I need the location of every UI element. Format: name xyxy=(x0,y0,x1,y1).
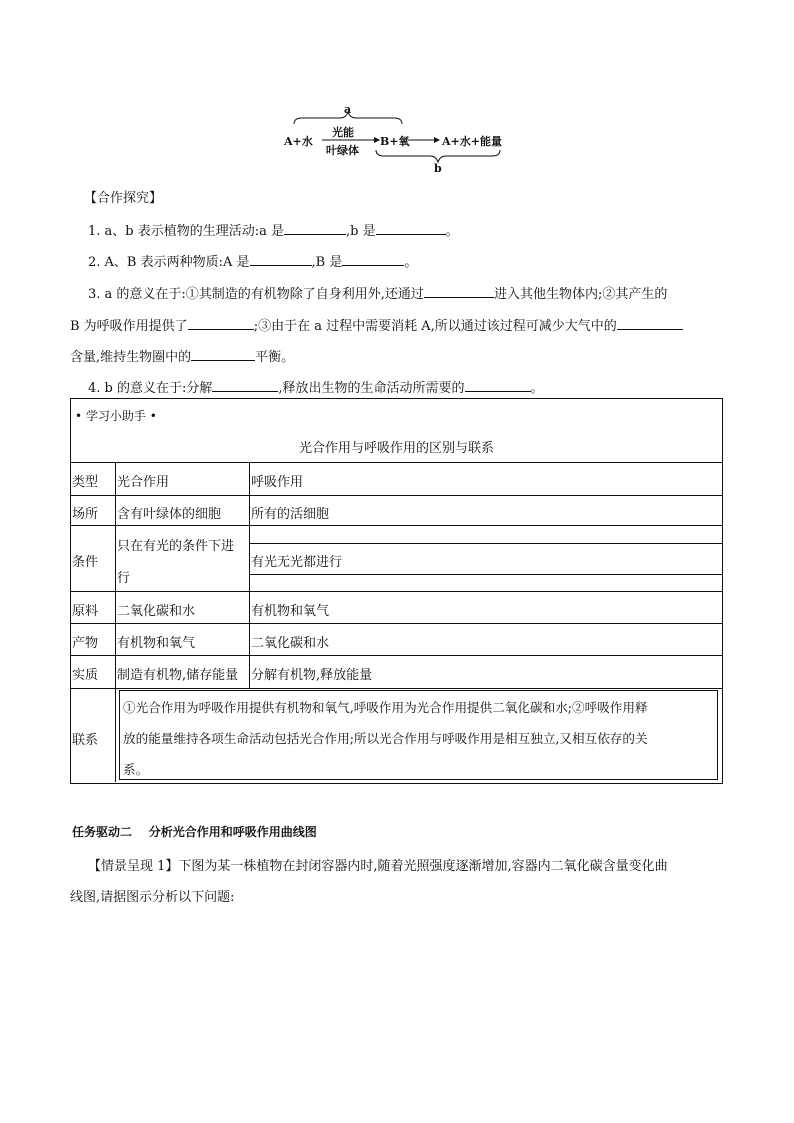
arrow-2-head xyxy=(434,137,440,143)
blank-a[interactable] xyxy=(284,223,346,235)
row-product-photo: 有机物和氧气 xyxy=(117,636,196,651)
products-label: B+氧 xyxy=(380,135,410,148)
relation-text-line1: ①光合作用为呼吸作用提供有机物和氧气,呼吸作用为光合作用提供二氧化碳和水;②呼吸作用释 xyxy=(123,700,648,715)
blank-raw-material[interactable] xyxy=(188,318,254,330)
row-type-photo: 光合作用 xyxy=(117,475,170,490)
row-condition-resp: 有光无光都进行 xyxy=(251,555,343,570)
relation-text-line2: 放的能量维持各项生命活动包括光合作用;所以光合作用与呼吸作用是相互独立,又相互依存的关 xyxy=(123,731,648,746)
column-divider xyxy=(115,688,116,782)
helper-label: • 学习小助手 • xyxy=(75,409,157,423)
row-condition-photo-line2: 行 xyxy=(117,571,131,586)
rule xyxy=(71,655,722,656)
blank-energy[interactable] xyxy=(465,380,531,392)
rule xyxy=(71,525,722,526)
study-helper-box xyxy=(70,398,723,784)
question-3-line-3: 含量,维持生物圈中的 平衡。 xyxy=(70,350,295,365)
table-title: 光合作用与呼吸作用的区别与联系 xyxy=(298,441,494,456)
question-1: 1. a、b 表示植物的生理活动:a 是 ,b 是 。 xyxy=(88,224,459,239)
rule xyxy=(249,543,722,544)
question-2: 2. A、B 表示两种物质:A 是 ,B 是 。 xyxy=(88,255,418,270)
relation-text-line3: 系。 xyxy=(123,762,149,777)
chlorophyll-label: 叶绿体 xyxy=(326,144,359,157)
photosynthesis-respiration-diagram xyxy=(284,104,504,176)
row-condition-photo-line1: 只在有光的条件下进 xyxy=(117,539,235,554)
task-heading: 任务驱动二 分析光合作用和呼吸作用曲线图 xyxy=(72,825,317,839)
row-type-label: 类型 xyxy=(72,475,99,490)
row-site-label: 场所 xyxy=(72,507,99,522)
column-divider xyxy=(249,462,250,688)
row-type-resp: 呼吸作用 xyxy=(251,475,304,490)
row-site-photo: 含有叶绿体的细胞 xyxy=(117,507,222,522)
row-condition-label: 条件 xyxy=(72,555,99,570)
blank-b[interactable] xyxy=(376,223,446,235)
blank-A[interactable] xyxy=(250,254,312,266)
blank-food-chain[interactable] xyxy=(424,286,494,298)
rule xyxy=(71,623,722,624)
respiration-products-label: A+水+能量 xyxy=(442,135,502,148)
question-4: 4. b 的意义在于:分解 ,释放出生物的生命活动所需要的 。 xyxy=(88,381,544,396)
blank-atmosphere[interactable] xyxy=(617,318,683,330)
rule xyxy=(71,591,722,592)
row-material-resp: 有机物和氧气 xyxy=(251,604,330,619)
label-b: b xyxy=(434,162,442,175)
task-intro-line1: 【情景呈现 1】下图为某一株植物在封闭容器内时,随着光照强度逐渐增加,容器内二氧化碳含量变化曲 xyxy=(88,859,668,874)
label-a: a xyxy=(344,103,352,116)
brace-b xyxy=(376,150,500,162)
light-energy-label: 光能 xyxy=(332,126,354,139)
rule xyxy=(71,495,722,496)
column-divider xyxy=(115,462,116,688)
row-site-resp: 所有的活细胞 xyxy=(251,507,330,522)
blank-organic[interactable] xyxy=(212,380,278,392)
reactants-label: A+水 xyxy=(284,135,313,148)
blank-B[interactable] xyxy=(342,254,404,266)
row-material-photo: 二氧化碳和水 xyxy=(117,604,196,619)
rule xyxy=(71,462,722,463)
section-heading: 【合作探究】 xyxy=(84,191,163,206)
question-3-line-1: 3. a 的意义在于:①其制造的有机物除了自身利用外,还通过 进入其他生物体内;②其产生的 xyxy=(88,287,668,302)
task-intro-line2: 线图,请据图示分析以下问题: xyxy=(70,890,235,905)
row-product-label: 产物 xyxy=(72,636,99,651)
row-product-resp: 二氧化碳和水 xyxy=(251,636,330,651)
row-essence-photo: 制造有机物,储存能量 xyxy=(117,668,239,683)
rule xyxy=(71,688,722,689)
blank-balance[interactable] xyxy=(191,349,255,361)
rule xyxy=(249,574,722,575)
row-relation-label: 联系 xyxy=(72,733,99,748)
question-3-line-2: B 为呼吸作用提供了 ;③由于在 a 过程中需要消耗 A,所以通过该过程可减少大气中的 xyxy=(70,315,683,334)
row-essence-resp: 分解有机物,释放能量 xyxy=(251,668,373,683)
row-essence-label: 实质 xyxy=(72,668,99,683)
row-material-label: 原料 xyxy=(72,604,99,619)
